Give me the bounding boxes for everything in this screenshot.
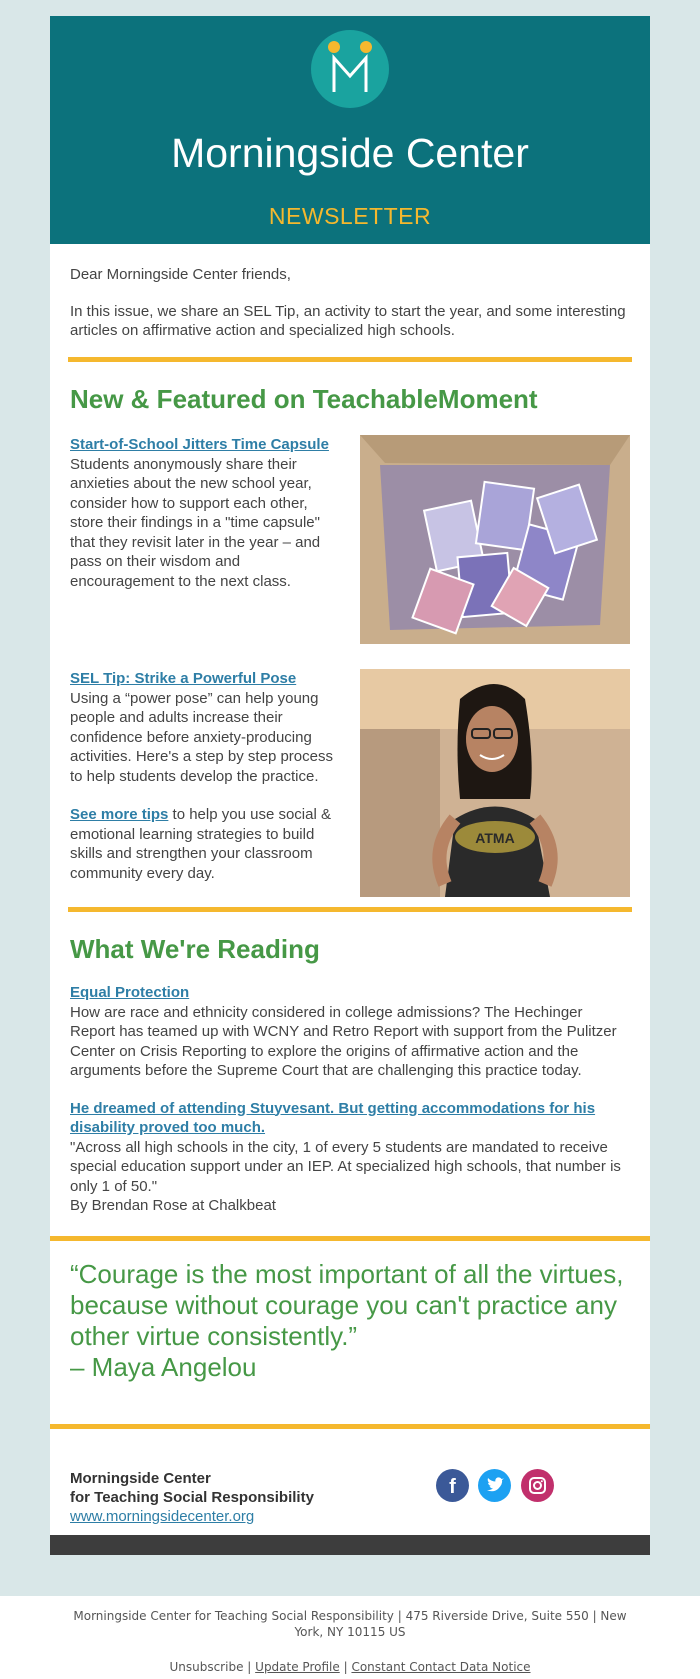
- see-more-tips-text: to help you use social & emotional learning strategies to build skills and strengthen your classroom community every day.: [70, 806, 331, 882]
- reading-item-equal-protection: [70, 983, 630, 1081]
- link-separator: |: [343, 1660, 348, 1674]
- reading-list: [50, 965, 650, 1216]
- update-profile-link[interactable]: Update Profile: [255, 1660, 340, 1674]
- footer-org-block: [50, 1429, 650, 1535]
- equal-protection-text: How are race and ethnicity considered in college admissions? The Hechinger Report has teamed up with WCNY and Retro Report with support from the Pulitzer Center on Crisis Reporting to explore the origins of affirmative action and the arguments before the Supreme Court that are challenging this practice today.: [70, 1003, 617, 1079]
- student-illustration: [360, 669, 630, 897]
- time-capsule-description: Students anonymously share their anxieties about the new school year, consider how to support each other, store their findings in a "time capsule" that they revisit later in the year – and pass on their wisdom and encouragement to the next class.: [70, 455, 321, 590]
- quote-block: [50, 1241, 650, 1424]
- org-name-line2: for Teaching Social Responsibility: [70, 1488, 314, 1506]
- feature-text: [50, 669, 345, 883]
- equal-protection-link[interactable]: Equal Protection: [70, 984, 190, 1001]
- footer-dark-bar: [50, 1535, 650, 1555]
- morningside-logo: [311, 30, 389, 108]
- link-separator: |: [247, 1660, 252, 1674]
- see-more-tips-link[interactable]: See more tips: [70, 806, 169, 823]
- intro-section: [50, 244, 650, 340]
- newsletter-subtitle: NEWSLETTER: [268, 203, 432, 229]
- stuyvesant-text: "Across all high schools in the city, 1 of every 5 students are mandated to receive special education support under an IEP. At specialized high schools, that number is only 1 of 50.": [70, 1138, 621, 1195]
- unsubscribe-link[interactable]: Unsubscribe: [169, 1660, 244, 1674]
- power-pose-link[interactable]: SEL Tip: Strike a Powerful Pose: [70, 670, 297, 687]
- newsletter-container: [50, 16, 650, 1555]
- feature-text: [50, 435, 345, 591]
- student-power-pose-photo: [360, 669, 630, 897]
- featured-section-title: New & Featured on TeachableMoment: [70, 384, 538, 414]
- facebook-icon[interactable]: [436, 1469, 469, 1502]
- greeting: Dear Morningside Center friends,: [70, 266, 291, 283]
- reading-section-title: What We're Reading: [70, 934, 320, 964]
- power-pose-description: Using a “power pose” can help young people and adults increase their confidence before anxiety-producing activities. Here's a step by step process to help students develop the practice.: [70, 689, 333, 785]
- email-footer: [0, 1596, 700, 1679]
- cards-in-box-photo: [360, 435, 630, 644]
- website-link[interactable]: www.morningsidecenter.org: [70, 1507, 255, 1525]
- header: [50, 16, 650, 244]
- data-notice-link[interactable]: Constant Contact Data Notice: [351, 1660, 531, 1674]
- mailing-address: Morningside Center for Teaching Social Responsibility | 475 Riverside Drive, Suite 550 | New York, NY 10115 US: [73, 1609, 627, 1639]
- logo-m-glyph: [311, 30, 389, 108]
- stuyvesant-byline: By Brendan Rose at Chalkbeat: [70, 1197, 276, 1214]
- cards-illustration: [360, 435, 630, 644]
- stuyvesant-link[interactable]: He dreamed of attending Stuyvesant. But getting accommodations for his disability proved too much.: [70, 1099, 596, 1136]
- reading-item-stuyvesant: [70, 1099, 630, 1216]
- quote-text: “Courage is the most important of all the virtues, because without courage you can't practice any other virtue consistently.”: [70, 1258, 624, 1351]
- shirt-text: ATMA: [475, 830, 515, 846]
- footer-links: [0, 1660, 700, 1674]
- org-name: Morningside Center: [70, 1469, 211, 1487]
- svg-text:f: f: [449, 1475, 456, 1498]
- feature-item-time-capsule: [50, 435, 650, 649]
- instagram-icon[interactable]: [521, 1469, 554, 1502]
- newsletter-title: Morningside Center: [171, 130, 529, 176]
- org-info: [70, 1469, 314, 1526]
- twitter-icon[interactable]: [478, 1469, 511, 1502]
- intro-text: In this issue, we share an SEL Tip, an activity to start the year, and some interesting articles on affirmative action and specialized high schools.: [70, 303, 626, 339]
- quote-author: – Maya Angelou: [70, 1351, 257, 1382]
- social-links: [436, 1469, 559, 1507]
- time-capsule-link[interactable]: Start-of-School Jitters Time Capsule: [70, 436, 329, 453]
- feature-item-power-pose: [50, 669, 650, 904]
